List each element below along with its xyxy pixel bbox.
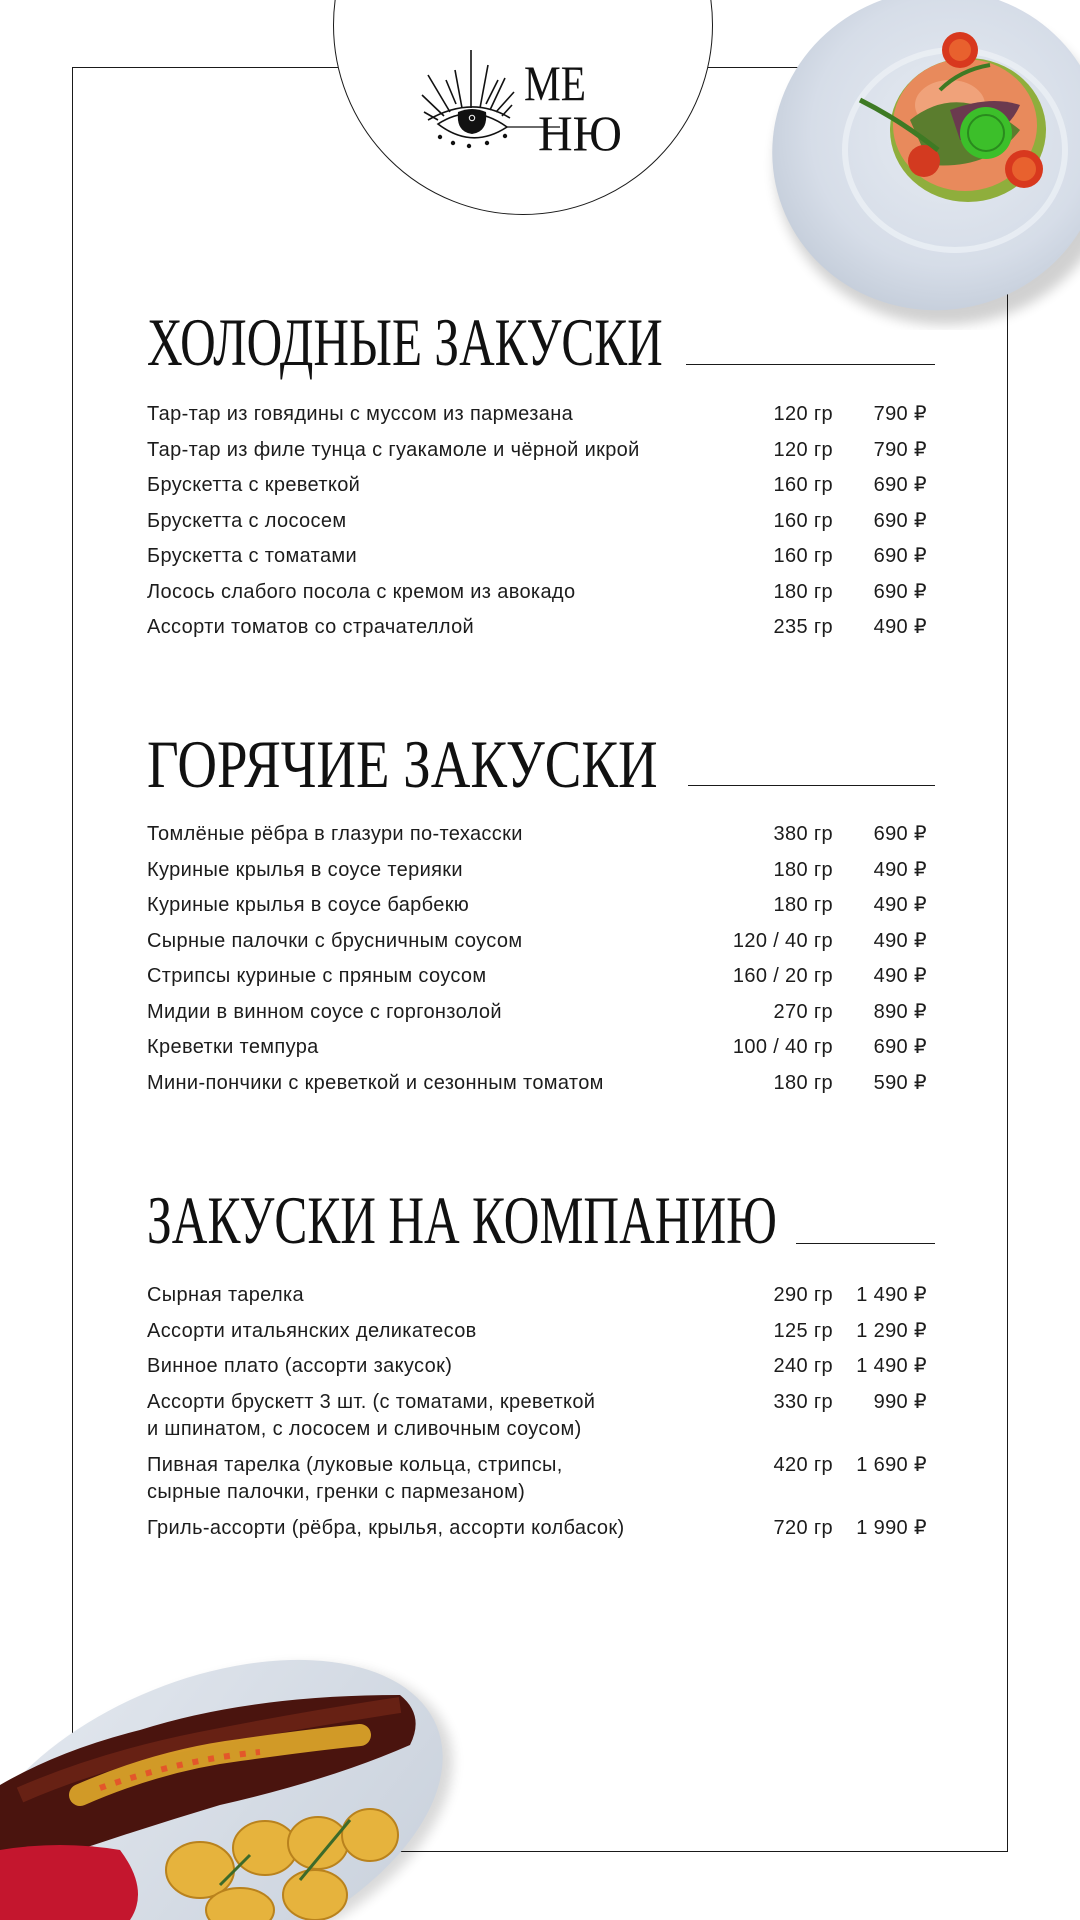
menu-item-price: 690 ₽ [873,545,927,567]
menu-item-price: 690 ₽ [873,580,927,603]
menu-item-name: Стрипсы куриные с пряным соусом [147,965,487,987]
menu-item-price: 590 ₽ [873,1071,927,1094]
menu-item-weight: 160 гр [773,509,833,532]
menu-item-name: Ассорти брускетт 3 шт. (с томатами, креветкой и шпинатом, с лососем и сливочным соусом) [147,1390,596,1440]
menu-item-price: 990 ₽ [873,1390,927,1413]
menu-item-price: 690 ₽ [873,474,927,496]
section-title-rule [688,785,935,786]
section-title-party-appetizers: ЗАКУСКИ НА КОМПАНИЮ [147,1182,777,1258]
menu-item-weight: 125 гр [773,1319,833,1342]
menu-item-weight: 720 гр [773,1516,833,1539]
menu-item-price: 690 ₽ [873,823,927,845]
menu-item-name: Сырные палочки с брусничным соусом [147,929,523,952]
menu-item-weight: 100 / 40 гр [732,1036,833,1058]
menu-item-weight: 160 / 20 гр [732,965,833,987]
menu-item-name: Брускетта с креветкой [147,474,361,496]
menu-item-weight: 380 гр [773,823,833,845]
menu-item-price: 1 490 ₽ [856,1284,927,1306]
menu-item [147,401,927,429]
menu-item-price: 490 ₽ [873,965,927,987]
menu-list-party-appetizers [147,1282,927,1550]
menu-item-name: Куриные крылья в соусе барбекю [147,894,470,916]
menu-item [147,821,927,849]
menu-item [147,1034,927,1062]
menu-item-price: 690 ₽ [873,1036,927,1058]
menu-item-price: 490 ₽ [873,616,927,638]
menu-item-price: 1 490 ₽ [856,1355,927,1377]
menu-item [147,1515,927,1543]
menu-item-name: Пивная тарелка (луковые кольца, стрипсы, сырные палочки, гренки с пармезаном) [147,1453,563,1503]
menu-item-price: 1 290 ₽ [856,1319,927,1342]
menu-item-weight: 120 гр [773,438,833,461]
menu-list-hot-appetizers [147,821,927,1105]
menu-item-name: Томлёные рёбра в глазури по-техасски [147,823,523,845]
menu-item [147,1452,927,1507]
menu-item-weight: 120 / 40 гр [732,929,833,952]
menu-item [147,892,927,920]
menu-item-name: Брускетта с лососем [147,509,347,532]
menu-item-price: 1 990 ₽ [856,1516,927,1539]
menu-item-name: Тар-тар из филе тунца с гуакамоле и чёрной икрой [147,438,640,461]
menu-item-name: Мидии в винном соусе с горгонзолой [147,1000,502,1023]
menu-item [147,579,927,607]
menu-item [147,1389,927,1444]
menu-item-weight: 180 гр [773,1071,833,1094]
menu-item-weight: 270 гр [773,1000,833,1023]
menu-item-weight: 330 гр [773,1390,833,1413]
menu-item-price: 690 ₽ [873,509,927,532]
logo-text-line1: МЕ [524,55,586,111]
menu-item-name: Ассорти итальянских деликатесов [147,1319,477,1342]
menu-item-weight: 160 гр [773,545,833,567]
menu-item-name: Сырная тарелка [147,1284,305,1306]
menu-item-weight: 180 гр [773,858,833,881]
menu-item-name: Куриные крылья в соусе терияки [147,858,463,881]
menu-list-cold-appetizers [147,401,927,650]
menu-item-name: Лосось слабого посола с кремом из авокадо [147,580,576,603]
section-title-hot-appetizers: ГОРЯЧИЕ ЗАКУСКИ [147,726,658,802]
menu-item-name: Винное плато (ассорти закусок) [147,1355,453,1377]
menu-item-weight: 240 гр [773,1355,833,1377]
menu-item-weight: 180 гр [773,894,833,916]
section-title-cold-appetizers: ХОЛОДНЫЕ ЗАКУСКИ [147,304,663,380]
menu-item-name: Тар-тар из говядины с муссом из пармезана [147,403,574,425]
menu-item-price: 790 ₽ [873,438,927,461]
menu-item [147,508,927,536]
menu-item [147,1070,927,1098]
menu-item [147,1282,927,1310]
menu-item-weight: 160 гр [773,474,833,496]
menu-item-price: 890 ₽ [873,1000,927,1023]
menu-item-name: Ассорти томатов со страчателлой [147,616,475,638]
plate-image-ribs [0,1620,480,1920]
menu-item-price: 790 ₽ [873,403,927,425]
menu-item [147,472,927,500]
menu-item-name: Гриль-ассорти (рёбра, крылья, ассорти колбасок) [147,1516,625,1539]
menu-item-weight: 120 гр [773,403,833,425]
menu-item [147,963,927,991]
menu-item-price: 1 690 ₽ [856,1453,927,1476]
menu-item-weight: 420 гр [773,1453,833,1476]
menu-item-weight: 290 гр [773,1284,833,1306]
menu-item [147,999,927,1027]
menu-item [147,437,927,465]
menu-logo [410,40,630,160]
menu-item-weight: 235 гр [773,616,833,638]
menu-item-name: Брускетта с томатами [147,545,358,567]
menu-item [147,1353,927,1381]
menu-item-name: Мини-пончики с креветкой и сезонным томатом [147,1071,604,1094]
menu-item-weight: 180 гр [773,580,833,603]
section-title-rule [686,364,935,365]
menu-item-price: 490 ₽ [873,858,927,881]
logo-text-line2: НЮ [538,105,622,160]
menu-item [147,928,927,956]
menu-item [147,614,927,642]
menu-item [147,543,927,571]
menu-item-price: 490 ₽ [873,929,927,952]
section-title-rule [796,1243,935,1244]
menu-item [147,1318,927,1346]
menu-item [147,857,927,885]
plate-image-tartare [760,0,1080,330]
menu-item-name: Креветки темпура [147,1036,319,1058]
menu-item-price: 490 ₽ [873,894,927,916]
